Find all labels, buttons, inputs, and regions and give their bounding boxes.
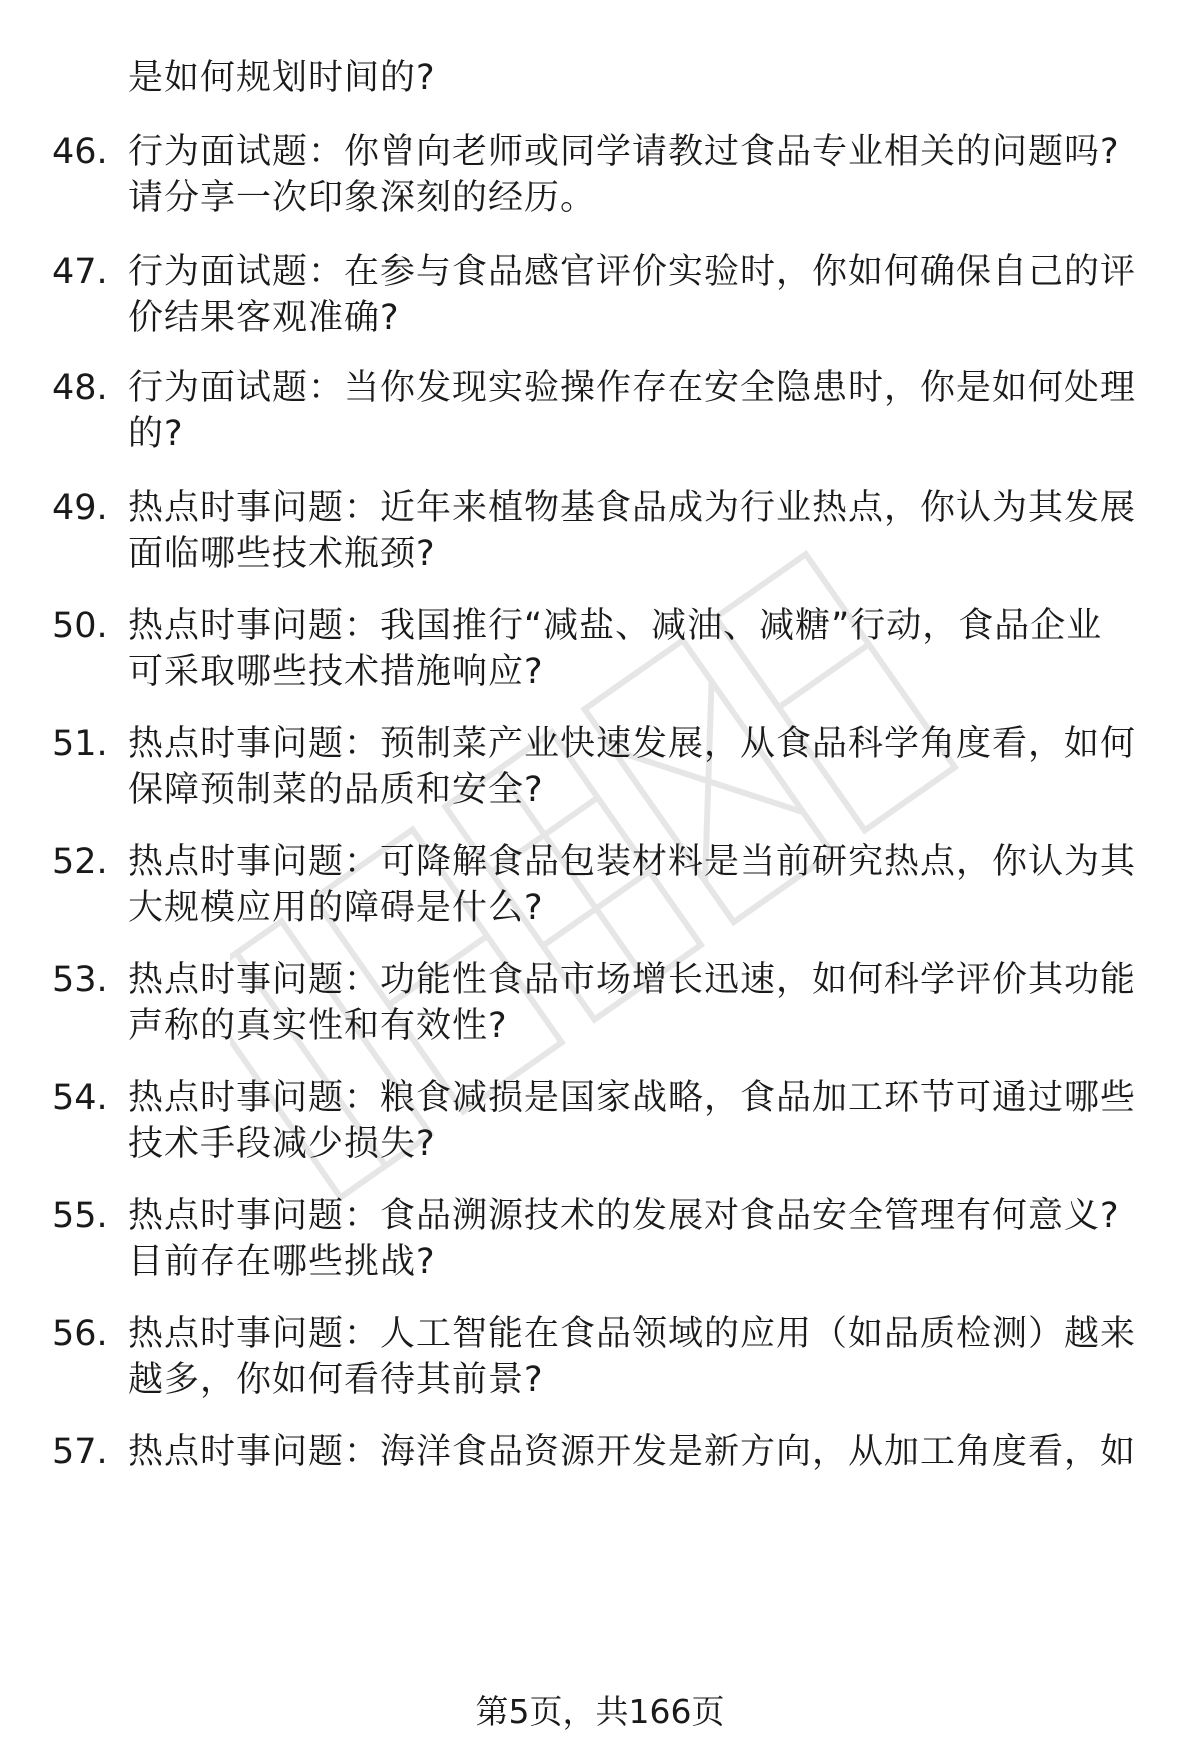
question-text-line2: 价结果客观准确?: [128, 298, 400, 338]
question-text-line1: 行为面试题：当你发现实验操作存在安全隐患时，你是如何处理: [128, 368, 1137, 408]
question-item: [0, 486, 1200, 530]
page-footer: 第5页，共166页: [475, 1692, 725, 1731]
question-text-line2: 可采取哪些技术措施响应?: [128, 652, 544, 692]
question-text-line2: 技术手段减少损失?: [128, 1124, 436, 1164]
question-item: [0, 366, 1200, 410]
question-item: [0, 1430, 1200, 1474]
question-number: 51.: [52, 724, 108, 764]
question-item: [0, 1194, 1200, 1238]
question-number: 56.: [52, 1314, 108, 1354]
question-item: [0, 250, 1200, 294]
question-text-line1: 行为面试题：你曾向老师或同学请教过食品专业相关的问题吗?: [128, 132, 1120, 172]
question-item-continuation: [0, 1122, 1200, 1166]
question-item-continuation: [0, 1358, 1200, 1402]
question-number: 49.: [52, 488, 108, 528]
question-item: [0, 722, 1200, 766]
question-item-continuation: [0, 768, 1200, 812]
question-text-line2: 的?: [128, 414, 184, 454]
question-item-continuation: [0, 412, 1200, 456]
question-number: 55.: [52, 1196, 108, 1236]
question-item-continuation: [0, 650, 1200, 694]
question-text-line2: 面临哪些技术瓶颈?: [128, 534, 436, 574]
question-number: 57.: [52, 1432, 108, 1472]
question-item: [0, 56, 1200, 100]
question-number: 52.: [52, 842, 108, 882]
question-number: 53.: [52, 960, 108, 1000]
question-item: [0, 604, 1200, 648]
question-text-line2: 保障预制菜的品质和安全?: [128, 770, 544, 810]
question-text-line1: 行为面试题：在参与食品感官评价实验时，你如何确保自己的评: [128, 252, 1137, 292]
question-text-line2: 大规模应用的障碍是什么?: [128, 888, 544, 928]
question-text-line1: 热点时事问题：人工智能在食品领域的应用（如品质检测）越来: [128, 1314, 1137, 1354]
question-text-line2: 目前存在哪些挑战?: [128, 1242, 436, 1282]
question-number: 47.: [52, 252, 108, 292]
question-number: 46.: [52, 132, 108, 172]
question-item: [0, 130, 1200, 174]
question-text-line1: 热点时事问题：我国推行“减盐、减油、减糖”行动，食品企业: [128, 606, 1103, 646]
question-item-continuation: [0, 1004, 1200, 1048]
question-item: [0, 1312, 1200, 1356]
question-item: [0, 840, 1200, 884]
question-text-line1: 热点时事问题：海洋食品资源开发是新方向，从加工角度看，如: [128, 1432, 1137, 1472]
question-text-line1: 热点时事问题：功能性食品市场增长迅速，如何科学评价其功能: [128, 960, 1137, 1000]
question-item-continuation: [0, 296, 1200, 340]
question-item-continuation: [0, 176, 1200, 220]
question-item-continuation: [0, 532, 1200, 576]
question-text-line1: 热点时事问题：近年来植物基食品成为行业热点，你认为其发展: [128, 488, 1137, 528]
question-text-line2: 越多，你如何看待其前景?: [128, 1360, 544, 1400]
question-item-continuation: [0, 886, 1200, 930]
question-text-line1: 热点时事问题：食品溯源技术的发展对食品安全管理有何意义?: [128, 1196, 1120, 1236]
question-text-line1: 热点时事问题：可降解食品包装材料是当前研究热点，你认为其: [128, 842, 1137, 882]
question-text-line2: 请分享一次印象深刻的经历。: [128, 178, 597, 218]
question-text-line1: 是如何规划时间的?: [128, 58, 436, 98]
question-text-line2: 声称的真实性和有效性?: [128, 1006, 508, 1046]
question-item-continuation: [0, 1240, 1200, 1284]
question-text-line1: 热点时事问题：预制菜产业快速发展，从食品科学角度看，如何: [128, 724, 1137, 764]
question-number: 50.: [52, 606, 108, 646]
question-number: 48.: [52, 368, 108, 408]
question-item: [0, 1076, 1200, 1120]
question-item: [0, 958, 1200, 1002]
question-text-line1: 热点时事问题：粮食减损是国家战略，食品加工环节可通过哪些: [128, 1078, 1137, 1118]
question-number: 54.: [52, 1078, 108, 1118]
